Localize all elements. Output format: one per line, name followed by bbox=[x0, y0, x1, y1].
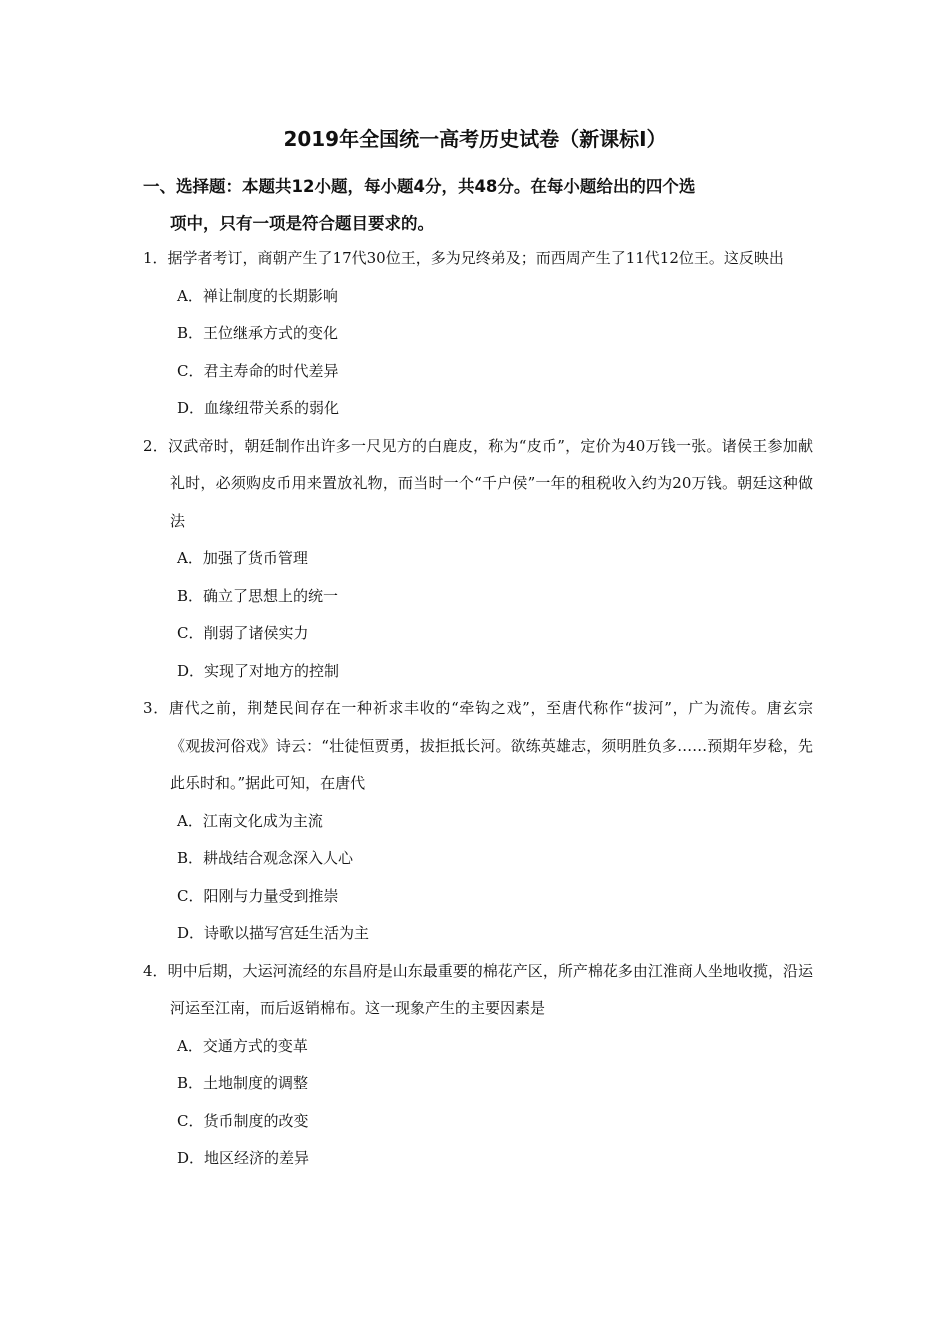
option-list bbox=[143, 803, 813, 953]
question-stem: 1．据学者考订，商朝产生了17代30位王，多为兄终弟及；而西周产生了11代12位王。这反映出 bbox=[143, 249, 784, 267]
option-list bbox=[143, 278, 813, 428]
question-stem: 4．明中后期，大运河流经的东昌府是山东最重要的棉花产区，所产棉花多由江淮商人坐地收揽，沿运河运至江南，而后返销棉布。这一现象产生的主要因素是 bbox=[143, 961, 813, 1017]
option-b: B．王位继承方式的变化 bbox=[177, 324, 339, 342]
option-b: B．耕战结合观念深入人心 bbox=[177, 849, 354, 867]
section-header-line-1: 一、选择题：本题共12小题，每小题4分，共48分。在每小题给出的四个选 bbox=[143, 177, 696, 196]
option-a: A．交通方式的变革 bbox=[177, 1036, 308, 1055]
option-a: A．禅让制度的长期影响 bbox=[177, 286, 338, 305]
question-1 bbox=[143, 240, 813, 428]
option-a: A．江南文化成为主流 bbox=[177, 811, 323, 830]
question-3 bbox=[143, 690, 813, 953]
option-list bbox=[143, 540, 813, 690]
section-header bbox=[143, 168, 813, 242]
option-c: C．货币制度的改变 bbox=[177, 1111, 309, 1130]
option-a: A．加强了货币管理 bbox=[177, 549, 308, 567]
section-header-line-2: 项中，只有一项是符合题目要求的。 bbox=[170, 214, 434, 233]
option-c: C．削弱了诸侯实力 bbox=[177, 624, 309, 642]
option-b: B．土地制度的调整 bbox=[177, 1074, 309, 1092]
question-stem: 3．唐代之前，荆楚民间存在一种祈求丰收的“牵钩之戏”，至唐代称作“拔河”，广为流传。唐玄宗《观拔河俗戏》诗云：“壮徒恒贾勇，拔拒抵长河。欲练英雄志，须明胜负多……预期年岁稔，先此乐时和。”据此可知，在唐代 bbox=[143, 699, 813, 792]
question-stem: 2．汉武帝时，朝廷制作出许多一尺见方的白鹿皮，称为“皮币”，定价为40万钱一张。诸侯王参加献礼时，必须购皮币用来置放礼物，而当时一个“千户侯”一年的租税收入约为20万钱。朝廷这种做法 bbox=[143, 436, 813, 530]
page-title: 2019年全国统一高考历史试卷（新课标Ⅰ） bbox=[283, 127, 667, 151]
option-c: C．君主寿命的时代差异 bbox=[177, 361, 339, 380]
question-2 bbox=[143, 428, 813, 691]
option-list bbox=[143, 1028, 813, 1178]
option-d: D．诗歌以描写宫廷生活为主 bbox=[177, 924, 370, 942]
option-d: D．地区经济的差异 bbox=[177, 1149, 310, 1167]
question-4 bbox=[143, 953, 813, 1178]
option-c: C．阳刚与力量受到推崇 bbox=[177, 886, 339, 905]
option-d: D．实现了对地方的控制 bbox=[177, 661, 340, 680]
question-list bbox=[143, 240, 813, 1178]
option-d: D．血缘纽带关系的弱化 bbox=[177, 399, 340, 417]
option-b: B．确立了思想上的统一 bbox=[177, 586, 339, 605]
